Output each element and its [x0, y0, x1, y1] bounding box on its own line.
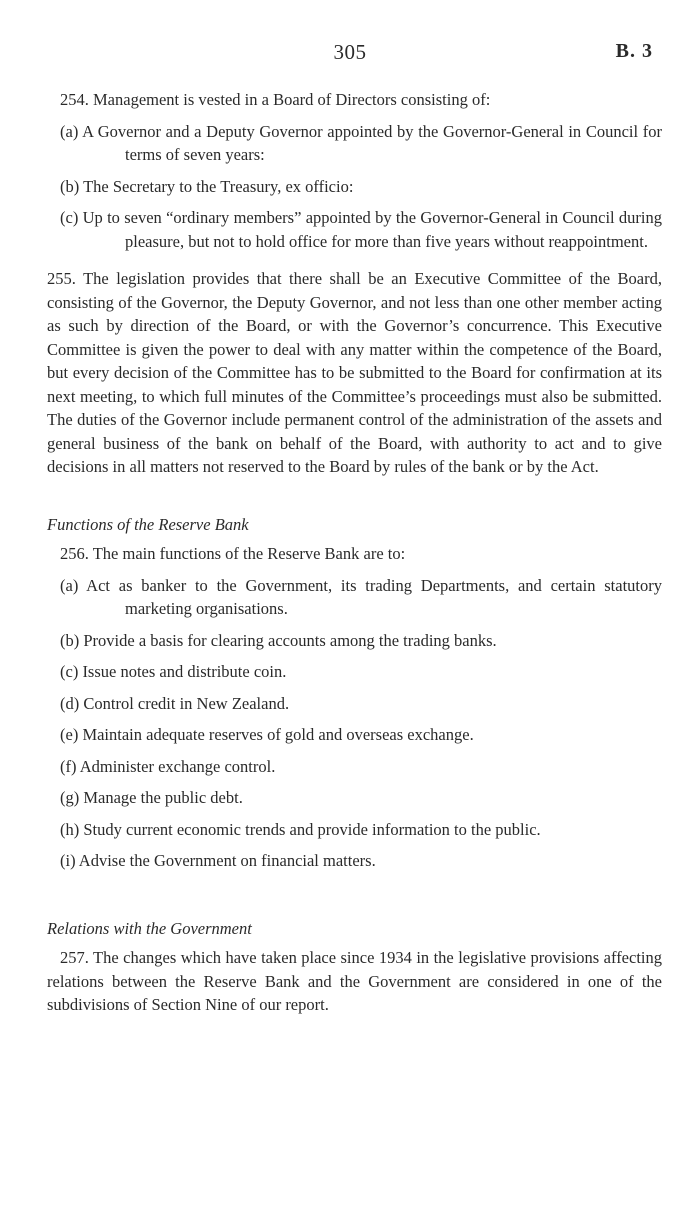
page-body: [47, 88, 662, 1017]
section-heading-functions: Functions of the Reserve Bank: [47, 514, 249, 534]
paragraph-256-intro: 256. The main functions of the Reserve Bank are to:: [60, 544, 406, 563]
page-number: 305: [333, 40, 367, 64]
list-item: (c) Up to seven “ordinary members” appointed by the Governor-General in Council during pleasure, but not to hold office for more than five years without reappointment.: [60, 208, 662, 251]
list-item: (g) Manage the public debt.: [60, 788, 243, 807]
document-code: B. 3: [615, 40, 653, 62]
list-item: (b) The Secretary to the Treasury, ex officio:: [60, 176, 354, 196]
paragraph-257: 257. The changes which have taken place since 1934 in the legislative provisions affecting relations between the Reserve Bank and the Government are considered in one of the subdivisions of Section Nine of our report.: [47, 948, 662, 1014]
list-item: (a) A Governor and a Deputy Governor appointed by the Governor-General in Council for terms of seven years:: [60, 121, 662, 164]
section-heading-relations: Relations with the Government: [47, 918, 252, 938]
list-item: (i) Advise the Government on financial matters.: [60, 851, 376, 870]
paragraph-254-intro: 254. Management is vested in a Board of Directors consisting of:: [60, 90, 491, 109]
list-item: (a) Act as banker to the Government, its trading Departments, and certain statutory marketing organisations.: [60, 575, 662, 618]
list-item: (c) Issue notes and distribute coin.: [60, 662, 287, 681]
paragraph-255: 255. The legislation provides that there shall be an Executive Committee of the Board, consisting of the Governor, the Deputy Governor, and not less than one other member acting as such by direction of the Board, or with the Governor’s concurrence. This Executive Committee is given the power to deal with any matter within the competence of the Board, but every decision of the Committee has to be submitted to the Board for confirmation at its next meeting, to which full minutes of the Committee’s proceedings must also be submitted. The duties of the Governor include permanent control of the administration of the assets and general business of the bank on behalf of the Board, with authority to act and to give decisions in all matters not reserved to the Board by rules of the bank or by the Act.: [47, 269, 662, 476]
list-item: (d) Control credit in New Zealand.: [60, 693, 290, 713]
list-item: (e) Maintain adequate reserves of gold and overseas exchange.: [60, 725, 474, 744]
list-item: (h) Study current economic trends and provide information to the public.: [60, 819, 541, 839]
list-item: (b) Provide a basis for clearing accounts among the trading banks.: [60, 630, 497, 650]
list-item: (f) Administer exchange control.: [60, 756, 276, 776]
